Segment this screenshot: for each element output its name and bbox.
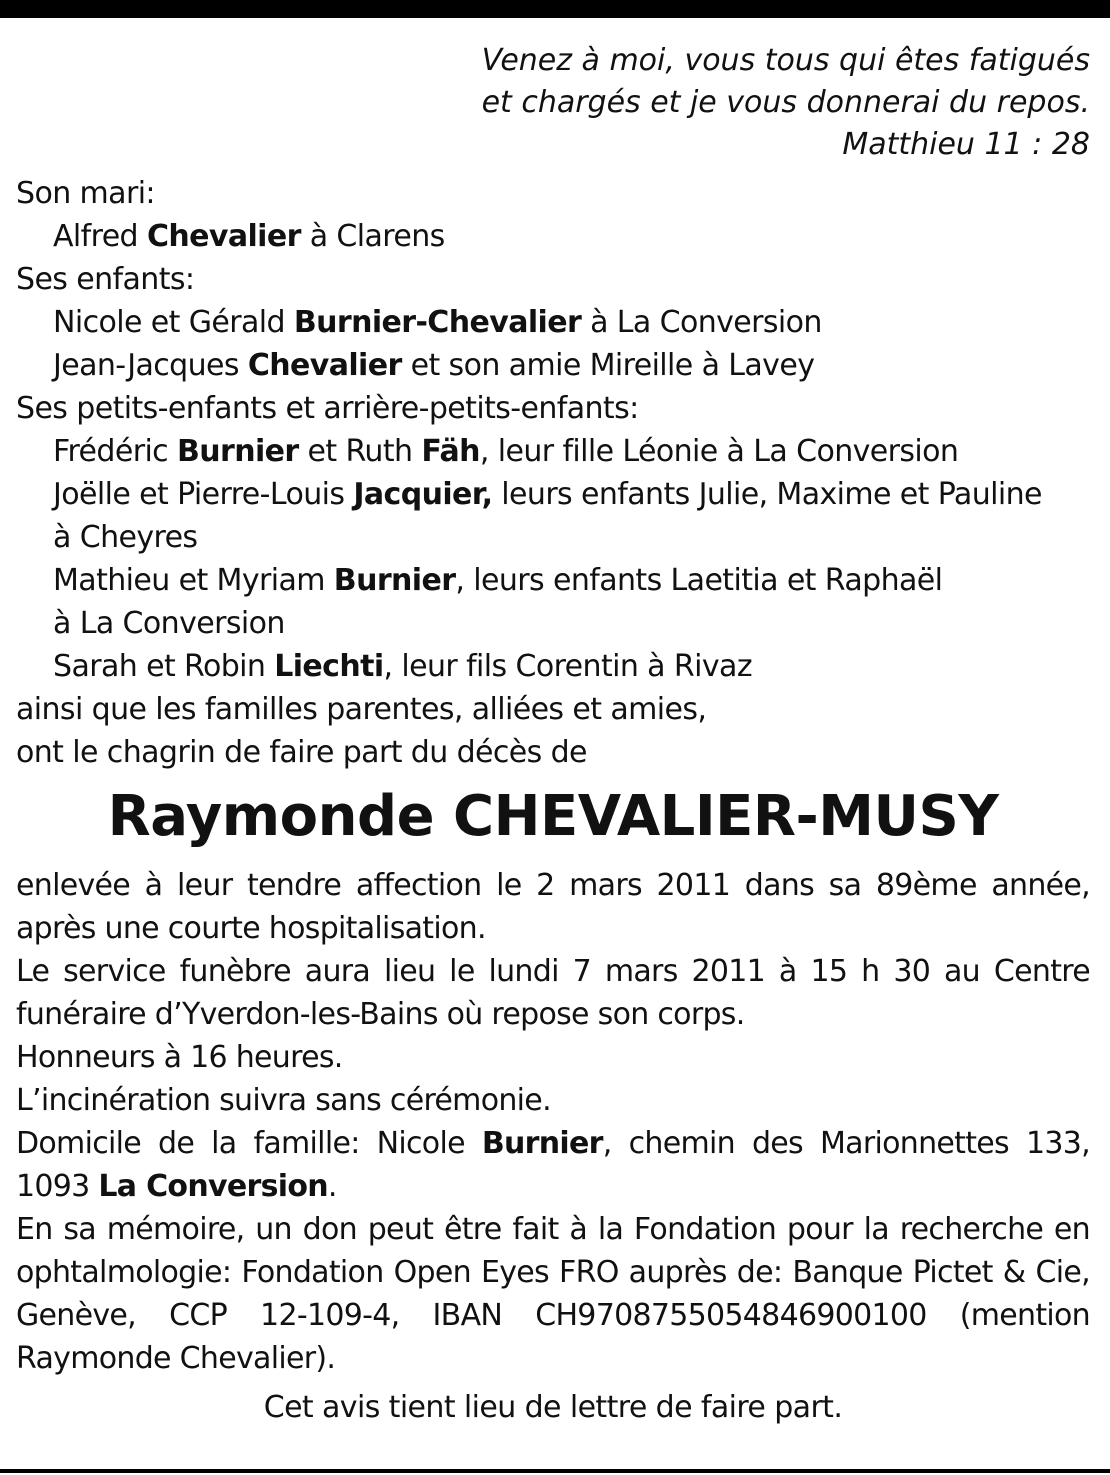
closing-note: Cet avis tient lieu de lettre de faire part. xyxy=(263,1390,843,1425)
grandchildren-label: Ses petits-enfants et arrière-petits-enfants: xyxy=(16,391,639,426)
bottom-border xyxy=(0,1469,1110,1473)
gc3-post: , leurs enfants Laetitia et Raphaël xyxy=(455,563,943,598)
children-label: Ses enfants: xyxy=(16,262,195,297)
grandchild-entry-3 xyxy=(16,559,1090,602)
gc4-first: Sarah et Robin xyxy=(53,649,275,684)
bible-verse xyxy=(16,40,1090,166)
verse-line-2: et chargés et je vous donnerai du repos. xyxy=(481,85,1090,120)
detail-donation: En sa mémoire, un don peut être fait à la Fondation pour la recherche en ophtalmologie: Fondation Open Eyes FRO auprès de: Banque Pictet & Cie, Genève, CCP 12-109-4, IBAN CH9708755054846900100 (mention Raymonde Chevalier). xyxy=(16,1212,1090,1376)
grandchild-entry-1 xyxy=(16,430,1090,473)
announcement: ont le chagrin de faire part du décès de xyxy=(16,735,587,770)
detail-honours: Honneurs à 16 heures. xyxy=(16,1040,343,1075)
grandchild-entry-2-cont: à Cheyres xyxy=(53,520,198,555)
gc1-surname-1: Burnier xyxy=(177,434,299,469)
child2-surname: Chevalier xyxy=(247,348,402,383)
gc1-surname-2: Fäh xyxy=(421,434,480,469)
gc2-surname: Jacquier, xyxy=(353,477,493,512)
verse-line-1: Venez à moi, vous tous qui êtes fatigués xyxy=(481,43,1090,78)
detail-cremation: L’incinération suivra sans cérémonie. xyxy=(16,1083,551,1118)
gc3-surname: Burnier xyxy=(333,563,456,598)
child2-first: Jean-Jacques xyxy=(53,348,248,383)
gc3-first: Mathieu et Myriam xyxy=(53,563,334,598)
deceased-name: Raymonde CHEVALIER-MUSY xyxy=(107,784,999,849)
domicile-town: La Conversion xyxy=(98,1169,328,1204)
gc1-first: Frédéric xyxy=(53,434,178,469)
grandchild-entry-3-cont: à La Conversion xyxy=(53,606,285,641)
child-entry-1 xyxy=(16,301,1090,344)
family-list xyxy=(16,172,1090,774)
child1-surname: Burnier-Chevalier xyxy=(293,305,582,340)
domicile-surname: Burnier xyxy=(481,1126,603,1161)
gc2-first: Joëlle et Pierre-Louis xyxy=(53,477,354,512)
domicile-post: . xyxy=(327,1169,337,1204)
verse-reference: Matthieu 11 : 28 xyxy=(842,127,1090,162)
gc1-mid: et Ruth xyxy=(298,434,422,469)
grandchild-entry-2 xyxy=(16,473,1090,516)
husband-first: Alfred xyxy=(53,219,147,254)
gc2-post: leurs enfants Julie, Maxime et Pauline xyxy=(492,477,1042,512)
child1-place: à La Conversion xyxy=(581,305,822,340)
notice-details xyxy=(16,864,1090,1380)
child1-first: Nicole et Gérald xyxy=(53,305,294,340)
husband-label: Son mari: xyxy=(16,176,155,211)
husband-entry xyxy=(16,215,1090,258)
detail-service: Le service funèbre aura lieu le lundi 7 mars 2011 à 15 h 30 au Centre funéraire d’Yverdon-les-Bains où repose son corps. xyxy=(16,954,1090,1032)
gc4-surname: Liechti xyxy=(274,649,384,684)
gc1-post: , leur fille Léonie à La Conversion xyxy=(479,434,959,469)
detail-passing: enlevée à leur tendre affection le 2 mars 2011 dans sa 89ème année, après une courte hospitalisation. xyxy=(16,868,1090,946)
child-entry-2 xyxy=(16,344,1090,387)
top-border xyxy=(0,0,1110,18)
husband-place: à Clarens xyxy=(300,219,445,254)
grandchild-entry-4 xyxy=(16,645,1090,688)
domicile-address: , chemin des Marionnettes 133, 1093 xyxy=(16,1126,1090,1204)
other-families: ainsi que les familles parentes, alliées et amies, xyxy=(16,692,707,727)
domicile-pre: Domicile de la famille: Nicole xyxy=(16,1126,482,1161)
child2-place: et son amie Mireille à Lavey xyxy=(401,348,815,383)
husband-surname: Chevalier xyxy=(146,219,301,254)
gc4-post: , leur fils Corentin à Rivaz xyxy=(383,649,752,684)
obituary-notice xyxy=(16,40,1090,1429)
detail-domicile xyxy=(16,1122,1090,1208)
